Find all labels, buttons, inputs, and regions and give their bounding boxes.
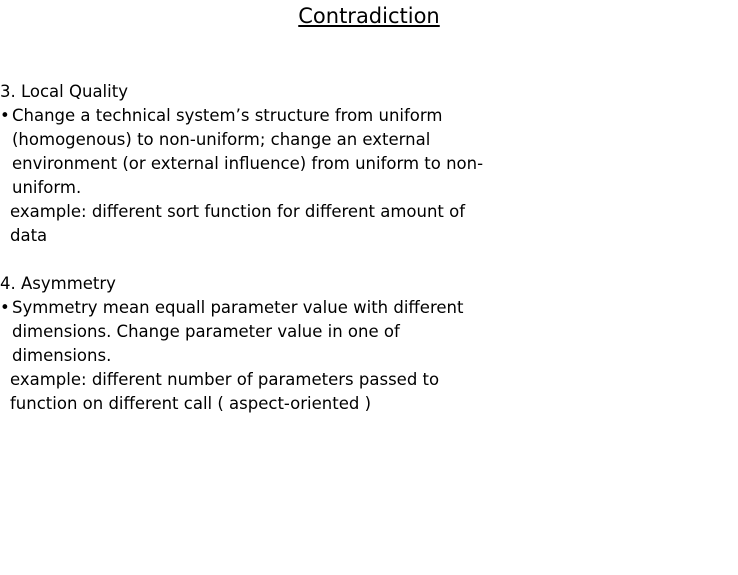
bullet-text-line: Change a technical system’s structure from uniform: [12, 106, 443, 125]
bullet-text-line: dimensions. Change parameter value in one of: [12, 322, 400, 341]
example-text-line: example: different sort function for different amount of: [10, 202, 466, 221]
bullet-text-line: environment (or external influence) from uniform to non-: [12, 154, 484, 173]
bullet-text-line: uniform.: [12, 178, 82, 197]
example-text-line: function on different call ( aspect-oriented ): [10, 394, 372, 413]
bullet-text-line: (homogenous) to non-uniform; change an external: [12, 130, 431, 149]
slide-title: Contradiction: [298, 4, 440, 28]
section-heading-local-quality: 3. Local Quality: [0, 82, 128, 101]
example-text-line: example: different number of parameters passed to: [10, 370, 440, 389]
bullet-text-line: dimensions.: [12, 346, 112, 365]
bullet-marker: •: [0, 106, 10, 125]
example-text-line: data: [10, 226, 48, 245]
section-heading-asymmetry: 4. Asymmetry: [0, 274, 116, 293]
bullet-text-line: Symmetry mean equall parameter value with different: [12, 298, 464, 317]
bullet-marker: •: [0, 298, 10, 317]
